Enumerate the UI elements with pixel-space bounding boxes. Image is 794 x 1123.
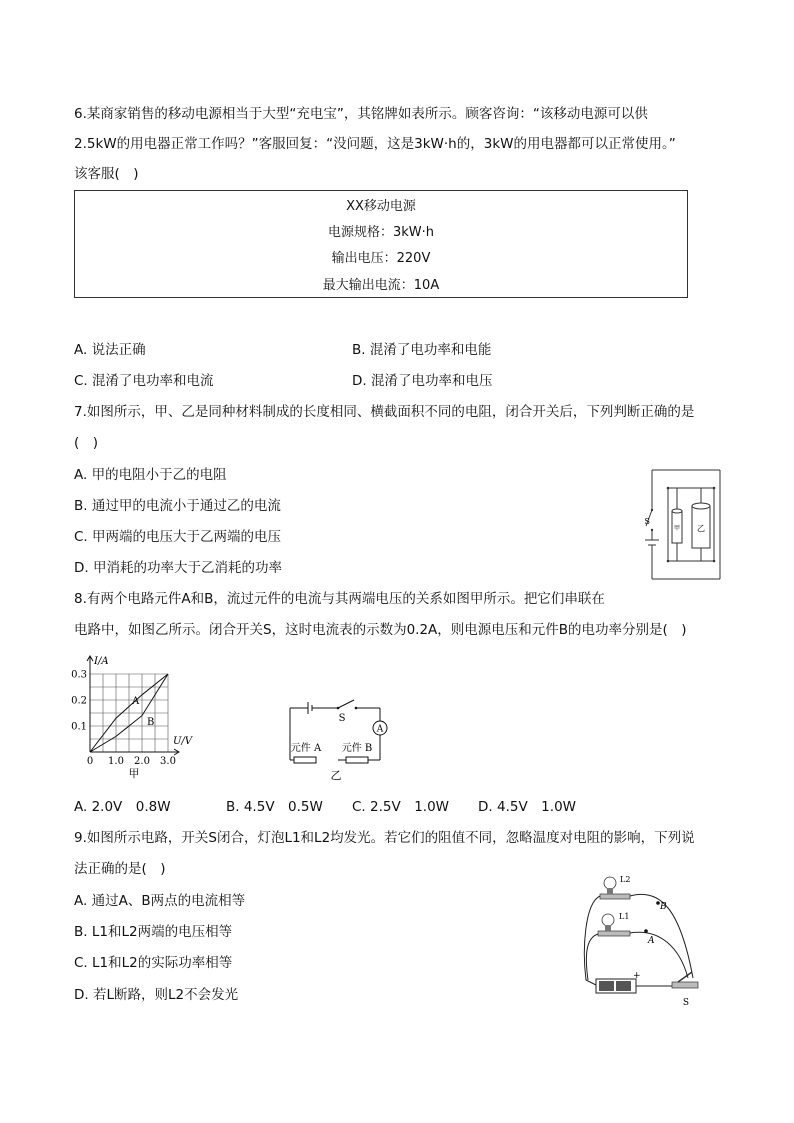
q6-option-c[interactable]: C. 混淆了电功率和电流 — [74, 373, 214, 389]
q6-stem-line3: 该客服( ) — [74, 166, 139, 182]
q7-switch-label: S — [644, 517, 650, 526]
q7-jia-label: 甲 — [673, 525, 681, 532]
element-b-label: 元件 B — [341, 743, 373, 754]
point-b-label: B — [660, 902, 667, 912]
element-a — [294, 757, 316, 763]
q9-switch-label: S — [682, 998, 690, 1008]
switch — [672, 972, 698, 988]
q6-option-d[interactable]: D. 混淆了电功率和电压 — [352, 373, 493, 389]
y-tick-label: 0.1 — [71, 721, 87, 733]
q7-circuit-figure — [640, 466, 730, 584]
q8-stem-line1: 8.有两个电路元件A和B，流过元件的电流与其两端电压的关系如图甲所示。把它们串联在 — [74, 591, 605, 607]
fig-jia-caption: 甲 — [128, 767, 140, 780]
y-tick-label: 0.3 — [71, 669, 87, 681]
q8-option-d[interactable]: D. 4.5V 1.0W — [478, 799, 577, 815]
q9-stem-line1: 9.如图所示电路，开关S闭合，灯泡L1和L2均发光。若它们的阻值不同，忽略温度对电阻的影响，下列说 — [74, 830, 695, 846]
curve-b-label: B — [147, 717, 155, 728]
fig-yi-caption: 乙 — [330, 769, 342, 782]
q9-option-c[interactable]: C. L1和L2的实际功率相等 — [74, 955, 233, 971]
q9-option-b[interactable]: B. L1和L2两端的电压相等 — [74, 924, 233, 940]
q8-option-c[interactable]: C. 2.5V 1.0W — [352, 799, 450, 815]
nameplate-current: 最大输出电流：10A — [322, 278, 440, 293]
nameplate-voltage: 输出电压：220V — [331, 251, 431, 266]
curve-a-label: A — [132, 696, 140, 707]
q8-option-b[interactable]: B. 4.5V 0.5W — [226, 799, 323, 815]
q8-series-circuit — [284, 698, 394, 782]
q7-yi-label: 乙 — [697, 524, 705, 533]
q6-stem-line1: 6.某商家销售的移动电源相当于大型“充电宝”，其铭牌如表所示。顾客咨询：“该移动电源可以供 — [74, 106, 648, 122]
nameplate-title: XX移动电源 — [346, 199, 416, 214]
element-a-label: 元件 A — [290, 743, 322, 754]
q7-option-b[interactable]: B. 通过甲的电流小于通过乙的电流 — [74, 498, 281, 514]
q7-option-d[interactable]: D. 甲消耗的功率大于乙消耗的功率 — [74, 560, 282, 576]
q6-option-b[interactable]: B. 混淆了电功率和电能 — [352, 342, 492, 358]
q9-option-d[interactable]: D. 若L断路，则L2不会发光 — [74, 987, 239, 1003]
q9-circuit-figure — [580, 868, 715, 1010]
y-tick-label: 0.2 — [71, 695, 87, 707]
q7-option-a[interactable]: A. 甲的电阻小于乙的电阻 — [74, 467, 227, 483]
q6-stem-line2: 2.5kW的用电器正常工作吗？”客服回复：“没问题，这是3kW·h的，3kW的用电器都可以正常使用。” — [74, 136, 676, 152]
battery — [596, 979, 636, 993]
q8-switch-label: S — [338, 713, 346, 724]
ammeter-label: A — [376, 724, 384, 735]
y-axis-label: I/A — [94, 656, 109, 667]
x-tick-label: 0 — [86, 756, 94, 767]
q7-stem-line1: 7.如图所示，甲、乙是同种材料制成的长度相同、横截面积不同的电阻，闭合开关后，下列判断正确的是 — [74, 404, 695, 420]
nameplate-capacity: 电源规格：3kW·h — [327, 225, 435, 240]
q6-nameplate-table — [74, 190, 688, 298]
q8-iu-graph — [70, 652, 210, 782]
q9-option-a[interactable]: A. 通过A、B两点的电流相等 — [74, 893, 246, 909]
q7-stem-line2: ( ) — [74, 435, 99, 451]
l1-label: L1 — [619, 912, 630, 921]
q8-stem-line2: 电路中，如图乙所示。闭合开关S，这时电流表的示数为0.2A，则电源电压和元件B的电功率分别是( ) — [74, 622, 687, 638]
x-tick-label: 1.0 — [108, 756, 124, 767]
element-b — [346, 757, 368, 763]
x-tick-label: 2.0 — [134, 756, 150, 767]
point-a-label: A — [648, 936, 655, 946]
q9-stem-line2: 法正确的是( ) — [74, 861, 166, 877]
x-axis-label: U/V — [173, 736, 193, 747]
x-tick-label: 3.0 — [160, 756, 176, 767]
q8-option-a[interactable]: A. 2.0V 0.8W — [74, 799, 171, 815]
q7-option-c[interactable]: C. 甲两端的电压大于乙两端的电压 — [74, 529, 282, 545]
q6-option-a[interactable]: A. 说法正确 — [74, 342, 146, 358]
battery-plus-label: + — [633, 971, 641, 981]
l2-label: L2 — [620, 875, 631, 884]
